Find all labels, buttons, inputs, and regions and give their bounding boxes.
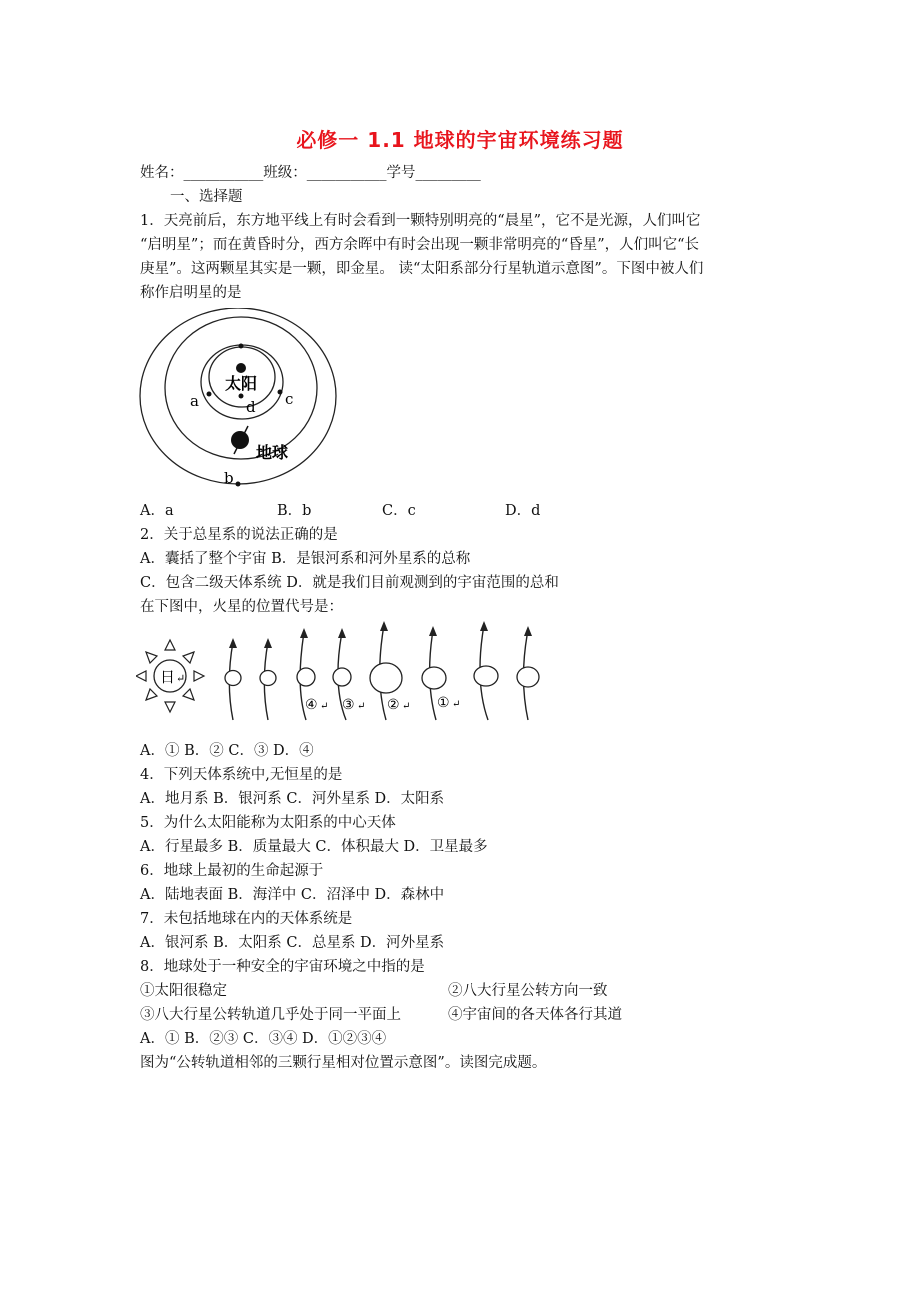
q7-options[interactable]: A．银河系 B．太阳系 C．总星系 D．河外星系: [140, 935, 445, 951]
name-blank[interactable]: ___________: [183, 165, 264, 181]
q2-options-row2[interactable]: C．包含二级天体系统 D．就是我们目前观测到的宇宙范围的总和: [140, 575, 559, 591]
label-1-return: ↵: [452, 699, 461, 710]
label-d: d: [246, 398, 256, 416]
planet-top-dot: [239, 344, 244, 349]
earth-label: 地球: [256, 443, 289, 462]
label-1: ①: [437, 695, 450, 711]
sun-label: 太阳: [225, 374, 258, 393]
class-label: 班级：: [263, 165, 307, 181]
planets-diagram: [136, 620, 556, 730]
label-3: ③: [342, 697, 355, 713]
planet-c-dot: [278, 390, 283, 395]
label-2-return: ↵: [402, 701, 411, 712]
label-c: c: [285, 390, 294, 408]
q3-stem: 在下图中，火星的位置代号是：: [140, 599, 343, 615]
next-figure-caption: 图为“公转轨道相邻的三颗行星相对位置示意图”。读图完成题。: [140, 1055, 547, 1071]
planet-2-circle: [260, 671, 276, 686]
q1-line-1: 1．天亮前后，东方地平线上有时会看到一颗特别明亮的“晨星”，它不是光源，人们叫它: [140, 213, 701, 229]
q1-option-b[interactable]: B．b: [277, 503, 312, 519]
q2-options-row1[interactable]: A．囊括了整个宇宙 B．是银河系和河外星系的总称: [140, 551, 471, 567]
q1-line-3: 庚星”。这两颗星其实是一颗，即金星。 读“太阳系部分行星轨道示意图”。下图中被人们: [140, 261, 704, 277]
planet-a-dot: [207, 392, 212, 397]
name-label: 姓名：: [140, 165, 184, 181]
q8-statement-2: ②八大行星公转方向一致: [448, 983, 608, 999]
q2-stem: 2．关于总星系的说法正确的是: [140, 527, 338, 543]
q8-options[interactable]: A．① B．②③ C．③④ D．①②③④: [140, 1031, 387, 1047]
q5-options[interactable]: A．行星最多 B．质量最大 C．体积最大 D．卫星最多: [140, 839, 488, 855]
section-heading: 一、选择题: [170, 189, 243, 205]
planet-d-dot: [239, 394, 244, 399]
label-3-return: ↵: [357, 701, 366, 712]
number-label: 学号: [386, 165, 416, 181]
student-info-line: [140, 164, 481, 182]
number-blank[interactable]: _________: [415, 165, 481, 181]
q8-stem: 8．地球处于一种安全的宇宙环境之中指的是: [140, 959, 425, 975]
q6-stem: 6．地球上最初的生命起源于: [140, 863, 324, 879]
q4-options[interactable]: A．地月系 B．银河系 C．河外星系 D．太阳系: [140, 791, 445, 807]
outer-orbit: [140, 308, 336, 484]
q1-line-4: 称作启明星的是: [140, 285, 242, 301]
label-2: ②: [387, 697, 400, 713]
planet-8-circle: [517, 667, 539, 687]
planet-3-circle: [297, 668, 315, 686]
earth-dot: [231, 431, 249, 449]
q1-option-d[interactable]: D．d: [505, 503, 541, 519]
q3-options[interactable]: A．① B．② C．③ D．④: [140, 743, 314, 759]
label-a: a: [190, 392, 199, 410]
orbit-arrows: [229, 621, 532, 648]
q1-option-a[interactable]: A．a: [140, 503, 174, 519]
q8-statement-1: ①太阳很稳定: [140, 983, 227, 999]
sun-char: 日: [160, 668, 176, 686]
label-4-return: ↵: [320, 701, 329, 712]
sun-return-mark: ↵: [176, 672, 186, 685]
class-blank[interactable]: ___________: [306, 165, 387, 181]
label-4: ④: [305, 697, 318, 713]
q1-line-2: “启明星”；而在黄昏时分，西方余晖中有时会出现一颗非常明亮的“昏星”，人们叫它“长: [140, 237, 700, 253]
planet-1-circle: [225, 671, 241, 686]
q8-statement-4: ④宇宙间的各天体各行其道: [448, 1007, 622, 1023]
planet-b-dot: [236, 482, 241, 487]
planet-7-circle: [474, 666, 498, 686]
q7-stem: 7．未包括地球在内的天体系统是: [140, 911, 353, 927]
sun-symbol: [136, 640, 204, 712]
planet-6-circle: [422, 667, 446, 689]
q5-stem: 5．为什么太阳能称为太阳系的中心天体: [140, 815, 396, 831]
orbit-diagram: [138, 308, 338, 498]
q1-option-c[interactable]: C．c: [382, 503, 416, 519]
q4-stem: 4．下列天体系统中,无恒星的是: [140, 767, 343, 783]
q6-options[interactable]: A．陆地表面 B．海洋中 C．沼泽中 D．森林中: [140, 887, 445, 903]
sun-dot: [236, 363, 246, 373]
label-b: b: [224, 469, 234, 487]
planet-4-circle: [333, 668, 351, 686]
page-title: 必修一 1.1 地球的宇宙环境练习题: [296, 128, 624, 152]
q8-statement-3: ③八大行星公转轨道几乎处于同一平面上: [140, 1007, 401, 1023]
planet-5-circle: [370, 663, 402, 693]
